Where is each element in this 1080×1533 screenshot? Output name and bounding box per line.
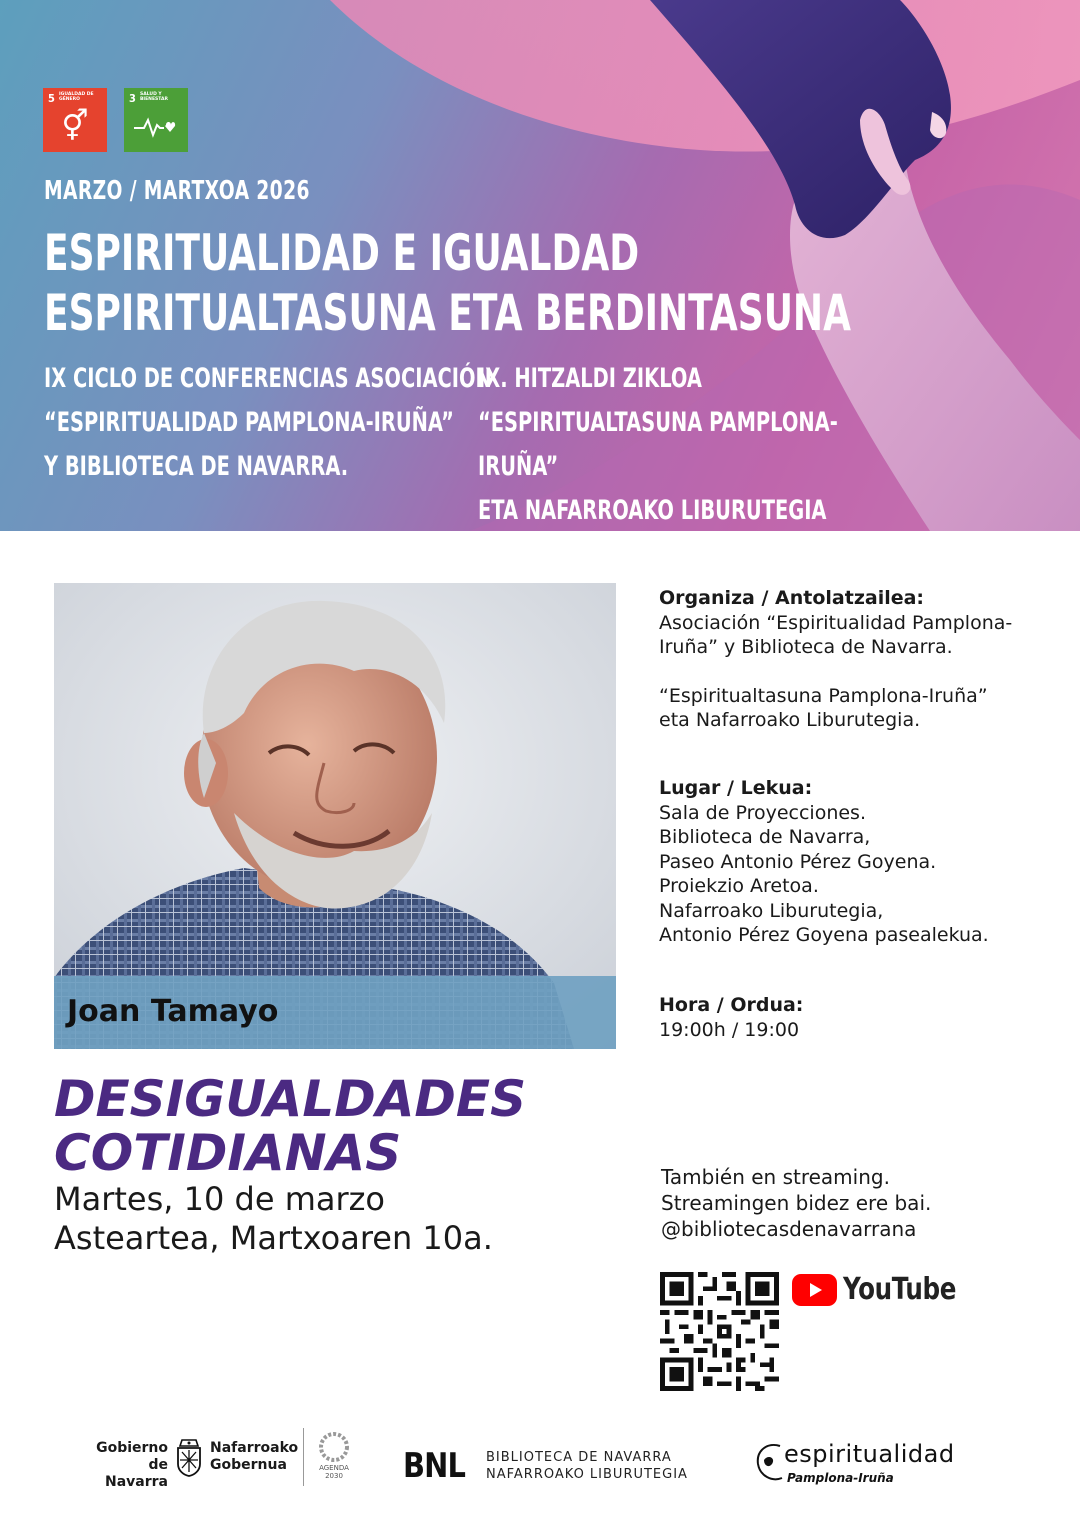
speaker-caption-bar bbox=[54, 976, 616, 1049]
speaker-name: Joan Tamayo bbox=[67, 994, 279, 1029]
time-text: 19:00h / 19:00 bbox=[659, 1018, 800, 1041]
cycle-description-es: IX CICLO DE CONFERENCIAS ASOCIACIÓN “ESPIRITUALIDAD PAMPLONA-IRUÑA” Y BIBLIOTECA DE NAVARRA. bbox=[44, 363, 492, 482]
organizer-es: Asociación “Espiritualidad Pamplona- Iruña” y Biblioteca de Navarra. bbox=[659, 611, 1013, 658]
espiritualidad-subtitle: Pamplona-Iruña bbox=[787, 1471, 894, 1485]
event-date-range: MARZO / MARTXOA 2026 bbox=[44, 176, 310, 206]
venue-text: Sala de Proyecciones. Biblioteca de Navarra, Paseo Antonio Pérez Goyena. Proiekzio Aretoa. Nafarroako Liburutegia, Antonio Pérez Goyena pasealekua. bbox=[659, 801, 989, 946]
sdg-5-gender-equality-icon: 5 IGUALDAD DE GÉNERO ⚥ bbox=[43, 88, 107, 152]
youtube-label: YouTube bbox=[843, 1272, 956, 1307]
talk-date bbox=[54, 1180, 493, 1258]
youtube-logo[interactable] bbox=[792, 1272, 981, 1307]
talk-date-es: Martes, 10 de marzo bbox=[54, 1180, 385, 1218]
navarra-coat-of-arms-icon bbox=[174, 1438, 204, 1478]
youtube-play-icon bbox=[792, 1274, 837, 1306]
main-title-es: ESPIRITUALIDAD E IGUALDAD bbox=[44, 224, 640, 282]
main-title-eu: ESPIRITUALTASUNA ETA BERDINTASUNA bbox=[44, 284, 851, 342]
talk-title: DESIGUALDADES COTIDIANAS bbox=[54, 1070, 527, 1182]
agenda-2030-wheel-icon bbox=[316, 1430, 352, 1464]
organizer-section bbox=[659, 586, 1059, 733]
bnl-acronym: BNL bbox=[403, 1446, 466, 1486]
qr-code-icon[interactable] bbox=[660, 1272, 779, 1391]
organizer-eu: “Espiritualtasuna Pamplona-Iruña” eta Nafarroako Liburutegia. bbox=[659, 684, 988, 731]
time-heading: Hora / Ordua: bbox=[659, 994, 804, 1016]
agenda-2030-text: AGENDA 2030 bbox=[319, 1464, 349, 1480]
gender-equality-icon: ⚥ bbox=[61, 109, 89, 144]
talk-date-eu: Asteartea, Martxoaren 10a. bbox=[54, 1219, 493, 1257]
time-section bbox=[659, 993, 1059, 1042]
biblioteca-navarra-name: BIBLIOTECA DE NAVARRA NAFARROAKO LIBURUTEGIA bbox=[486, 1450, 688, 1482]
espiritualidad-swirl-icon bbox=[752, 1440, 784, 1490]
organizer-heading: Organiza / Antolatzailea: bbox=[659, 587, 925, 609]
speaker-photo bbox=[54, 583, 616, 1049]
header-banner bbox=[0, 0, 1080, 531]
venue-section bbox=[659, 776, 1059, 948]
gobierno-eu-text: Nafarroako Gobernua bbox=[210, 1440, 299, 1473]
heartbeat-icon bbox=[134, 116, 178, 138]
sdg-3-health-icon: 3 SALUD Y BIENESTAR bbox=[124, 88, 188, 152]
espiritualidad-wordmark: espiritualidad bbox=[784, 1440, 955, 1468]
cycle-description-eu: IX. HITZALDI ZIKLOA “ESPIRITUALTASUNA PAMPLONA-IRUÑA” ETA NAFARROAKO LIBURUTEGIA bbox=[478, 363, 838, 526]
streaming-info: También en streaming. Streamingen bidez ere bai. @bibliotecasdenavarrana bbox=[661, 1165, 932, 1241]
venue-heading: Lugar / Lekua: bbox=[659, 777, 813, 799]
gobierno-es-text: Gobierno de Navarra bbox=[96, 1440, 168, 1490]
agenda-2030-logo bbox=[303, 1428, 361, 1486]
